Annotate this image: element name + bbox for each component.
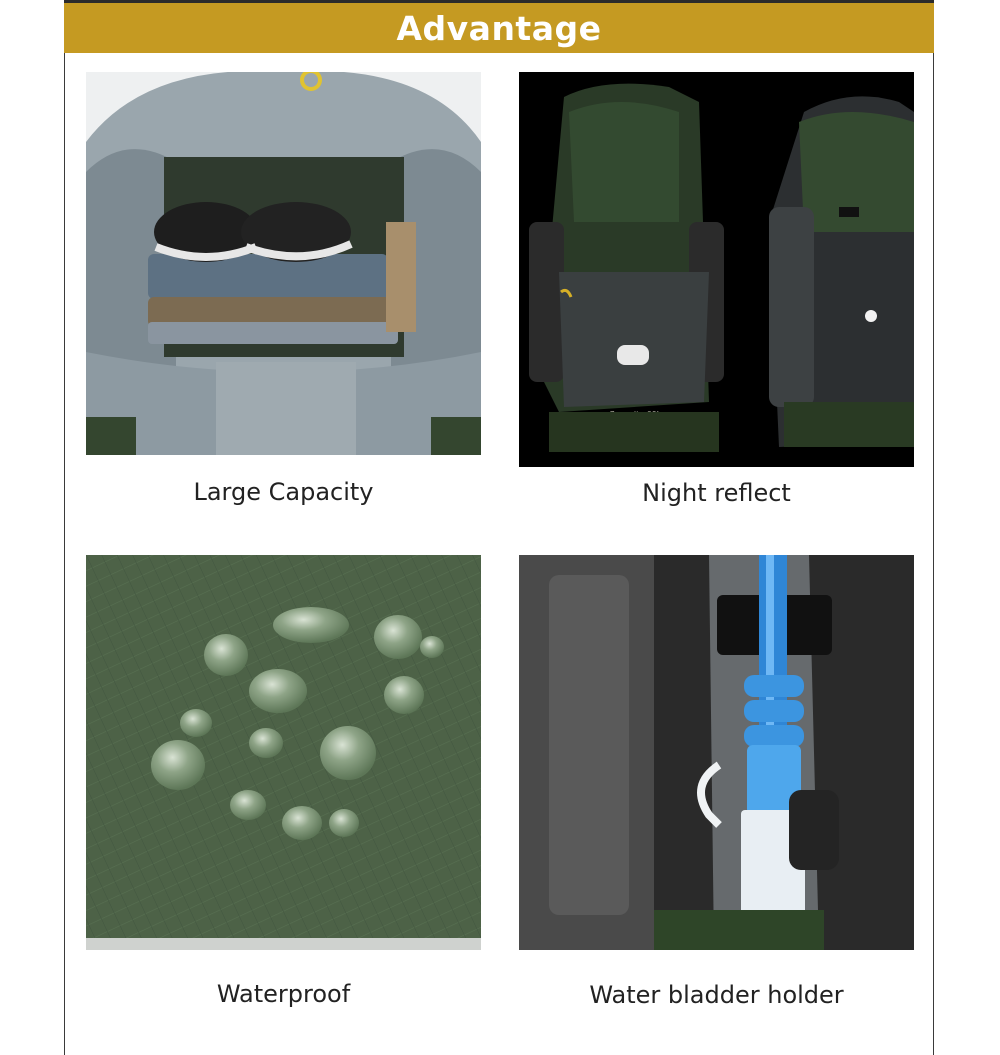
large-capacity-caption: Large Capacity	[193, 478, 374, 506]
night-reflect-caption: Night reflect	[642, 479, 791, 507]
waterproof-caption: Waterproof	[216, 980, 351, 1008]
water-bladder-holder-caption: Water bladder holder	[589, 981, 844, 1009]
large-capacity-photo	[86, 72, 481, 455]
night-reflect-photo	[519, 72, 914, 467]
water-bladder-holder-photo	[519, 555, 914, 950]
section-banner	[64, 3, 934, 53]
section-title: Advantage	[396, 8, 602, 48]
waterproof-photo	[86, 555, 481, 950]
